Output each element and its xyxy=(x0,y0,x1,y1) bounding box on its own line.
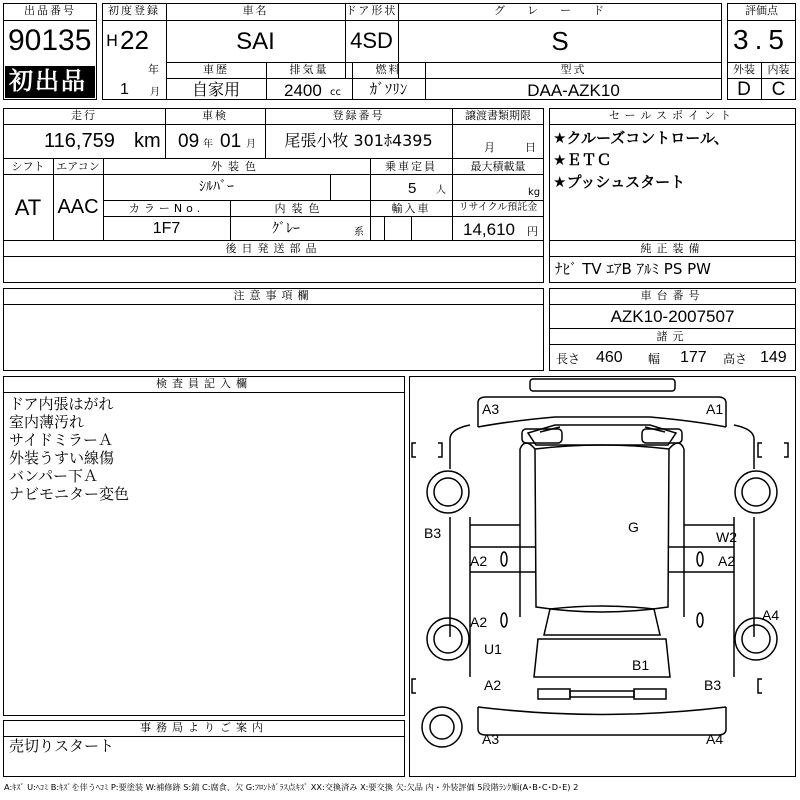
reg-no-label: 登録番号 xyxy=(332,109,385,122)
mark-b3-right: B3 xyxy=(704,677,722,693)
exterior-label: 外装 xyxy=(733,63,755,76)
history: 自家用 xyxy=(191,80,240,99)
int-color-label: 内装色 xyxy=(274,202,326,215)
mark-a3-top: A3 xyxy=(482,401,500,417)
first-listing-text: 初出品 xyxy=(9,67,87,95)
inspector-line-5: バンパー下Ａ xyxy=(9,467,98,485)
width-label: 幅 xyxy=(648,352,661,366)
inspector-line-2: 室内薄汚れ xyxy=(9,413,85,431)
mark-a4-right: A4 xyxy=(762,607,780,623)
transfer-label: 譲渡書類期限 xyxy=(465,109,531,122)
mark-b1: B1 xyxy=(632,657,650,673)
transfer-day-unit: 日 xyxy=(525,141,536,154)
inspection-label: 車検 xyxy=(202,109,228,122)
height: 149 xyxy=(760,349,787,366)
interior-grade: C xyxy=(771,79,786,100)
max-load-label: 最大積載量 xyxy=(470,160,526,173)
chassis-label: 車台番号 xyxy=(640,289,705,302)
import-label: 輸入車 xyxy=(391,202,431,215)
car-outline xyxy=(410,377,794,775)
fuel: ｶﾞｿﾘﾝ xyxy=(369,80,408,98)
chassis-number: AZK10-2007507 xyxy=(610,307,735,326)
mark-a2-right-1: A2 xyxy=(718,553,736,569)
car-name: SAI xyxy=(236,28,275,55)
inspector-label: 検査員記入欄 xyxy=(156,377,252,390)
mark-b3-left: B3 xyxy=(424,525,442,541)
history-label: 車歴 xyxy=(203,63,229,76)
inspector-line-6: ナビモニター変色 xyxy=(9,485,130,503)
mark-a2-left-1: A2 xyxy=(470,553,488,569)
legend: A:ｷｽﾞ U:ﾍｺﾐ B:ｷｽﾞを伴うﾍｺﾐ P:要塗装 W:補修跡 S:錆 C:腐食、欠 G:ﾌﾛﾝﾄｶﾞﾗｽ点ｷｽﾞ XX:交換済み X:要交換 欠:欠品 内・外装評価 5段階ﾗﾝｸ順(A･B･C･D･E) 2 xyxy=(4,782,579,792)
inspection-year: 09 xyxy=(178,131,200,152)
ac: AAC xyxy=(57,196,99,218)
equipment-label: 純正装備 xyxy=(640,242,705,255)
first-reg-year: 22 xyxy=(120,25,149,55)
sales-point-1: ★クルーズコントロール、 xyxy=(553,129,729,147)
equipment: ﾅﾋﾞ TV ｴｱB ｱﾙﾐ PS PW xyxy=(555,260,711,278)
mark-a2-left-3: A2 xyxy=(484,677,502,693)
inspector-line-3: サイドミラーＡ xyxy=(9,431,113,449)
mark-w2: W2 xyxy=(716,529,737,545)
office-text: 売切りスタート xyxy=(9,737,115,755)
mileage-unit: km xyxy=(134,130,161,152)
dims-label: 諸元 xyxy=(656,330,689,343)
sales-point-2: ★ＥＴＣ xyxy=(553,151,612,169)
lot-number-label: 出品番号 xyxy=(24,4,76,17)
int-color-unit: 系 xyxy=(354,227,364,238)
displacement-label: 排気量 xyxy=(289,63,329,76)
mark-a1-top: A1 xyxy=(706,401,724,417)
mileage: 116,759 xyxy=(44,130,115,152)
capacity: 5 xyxy=(408,180,417,197)
shift-label: シフト xyxy=(11,160,45,173)
notes-label: 注意事項欄 xyxy=(233,289,314,302)
mark-u1: U1 xyxy=(484,641,502,657)
length: 460 xyxy=(596,349,623,366)
mark-a4-bottom: A4 xyxy=(706,731,724,747)
color-no-label: カラーNo. xyxy=(128,202,205,215)
grade: S xyxy=(551,26,569,56)
ac-label: エアコン xyxy=(56,160,100,173)
color-no: 1F7 xyxy=(152,220,181,237)
office-label: 事務局よりご案内 xyxy=(140,721,268,734)
transfer-month-unit: 月 xyxy=(484,141,495,154)
sales-point-3: ★プッシュスタート xyxy=(553,173,686,191)
door-label: ドア形状 xyxy=(345,4,398,17)
door-type: 4SD xyxy=(350,28,393,53)
reg-no: 尾張小牧 301ﾎ4395 xyxy=(284,131,433,150)
inspection-month-unit: 月 xyxy=(246,139,256,150)
mileage-label: 走行 xyxy=(71,109,97,122)
shift: AT xyxy=(14,195,42,220)
width: 177 xyxy=(680,349,707,366)
recycle-unit: 円 xyxy=(527,225,538,238)
lot-number: 90135 xyxy=(8,24,92,57)
mark-a2-left-2: A2 xyxy=(470,614,488,630)
capacity-unit: 人 xyxy=(436,185,446,196)
car-diagram xyxy=(409,376,796,777)
height-label: 高さ xyxy=(723,352,748,366)
inspector-line-4: 外装うすい線傷 xyxy=(9,449,115,467)
model-label: 型式 xyxy=(560,63,587,76)
car-name-label: 車名 xyxy=(242,4,269,17)
recycle-fee: 14,610 xyxy=(463,220,515,239)
model-code: DAA-AZK10 xyxy=(527,81,620,100)
inspector-line-1: ドア内張はがれ xyxy=(9,395,114,413)
ext-color-label: 外装色 xyxy=(211,160,262,173)
era: H xyxy=(106,31,119,50)
length-label: 長さ xyxy=(556,352,581,366)
displacement: 2400 xyxy=(284,81,322,100)
int-color: ｸﾞﾚｰ xyxy=(272,221,300,237)
year-unit: 年 xyxy=(148,63,159,76)
displacement-unit: cc xyxy=(330,87,341,98)
inspection-year-unit: 年 xyxy=(203,139,213,150)
ext-color: ｼﾙﾊﾞｰ xyxy=(199,179,234,195)
exterior-grade: D xyxy=(737,79,751,100)
inspection-month: 01 xyxy=(220,131,242,152)
capacity-label: 乗車定員 xyxy=(385,160,437,173)
later-parts-label: 後日発送部品 xyxy=(225,242,322,255)
mark-a3-bottom: A3 xyxy=(482,731,500,747)
first-reg-label: 初度登録 xyxy=(108,4,160,17)
sales-points-label: セールスポイント xyxy=(608,109,736,122)
max-load-unit: kg xyxy=(528,187,541,198)
month-unit: 月 xyxy=(150,87,160,98)
recycle-label: リサイクル預託金 xyxy=(458,202,538,213)
fuel-label: 燃料 xyxy=(375,63,402,76)
first-reg-month: 1 xyxy=(120,81,129,98)
interior-label: 内装 xyxy=(767,63,790,76)
score: 3.5 xyxy=(733,24,790,55)
mark-g: G xyxy=(628,519,639,535)
grade-label: グレード xyxy=(494,4,626,17)
score-label: 評価点 xyxy=(745,4,778,17)
